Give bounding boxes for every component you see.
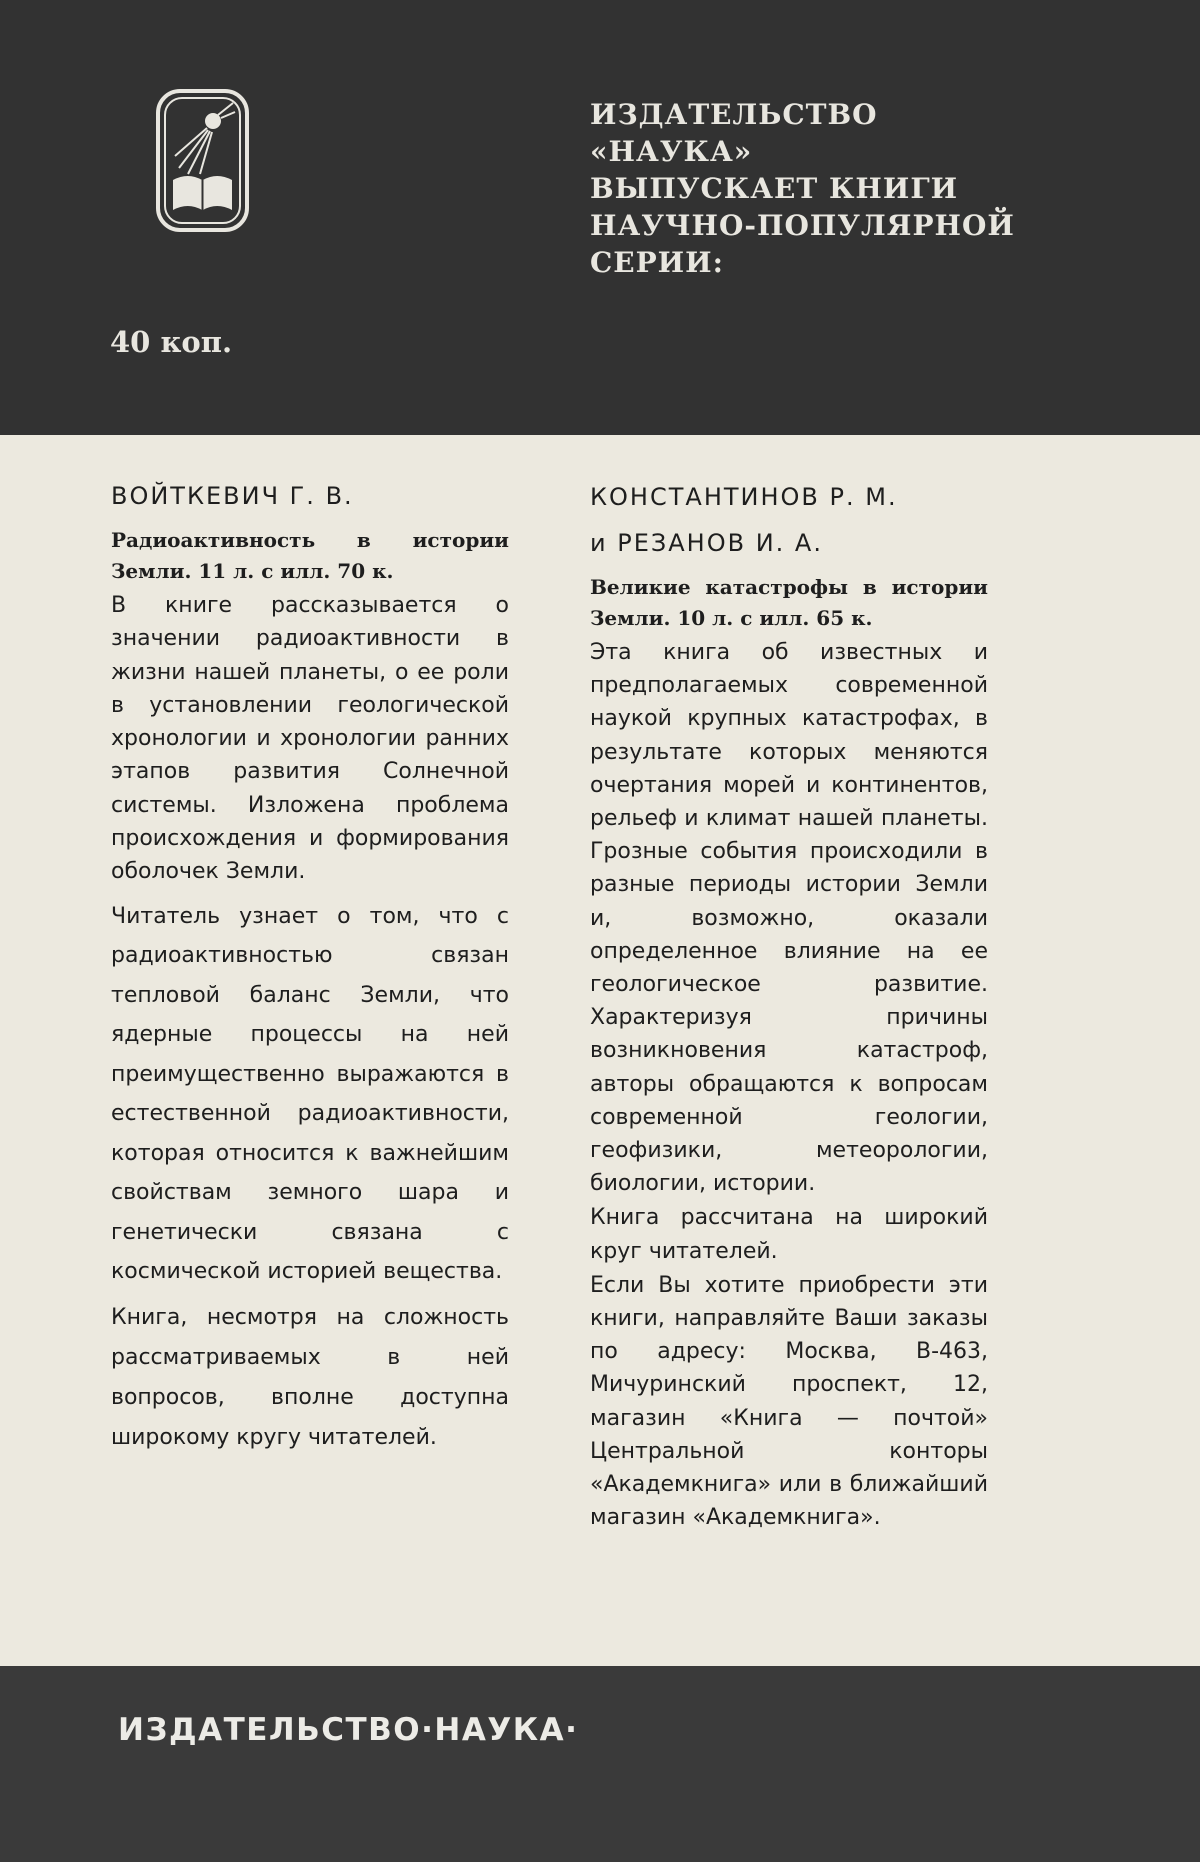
heading-line: ИЗДАТЕЛЬСТВО	[590, 98, 878, 131]
book-2-paragraph: Если Вы хотите приобрести эти книги, направляйте Ваши заказы по адресу: Москва, В-463, Мичуринский проспект, 12, магазин «Книга — почтой» Центральной конторы «Академкнига» или в ближайший магазин «Академкнига».	[590, 1272, 988, 1531]
book-2-author: и РЕЗАНОВ И. А.	[590, 529, 823, 557]
book-1-paragraph: В книге рассказывается о значении радиоактивности в жизни нашей планеты, о ее роли в установлении геологической хронологии и хронологии ранних этапов развития Солнечной системы. Изложена проблема происхождения и формирования оболочек Земли.	[111, 593, 509, 885]
price: 40 коп.	[110, 325, 233, 359]
book-1-column	[111, 480, 509, 1458]
book-2-paragraph: Эта книга об известных и предполагаемых современной наукой крупных катастрофах, в результате которых меняются очертания морей и континентов, рельеф и климат нашей планеты. Грозные события происходили в разные периоды истории Земли и, возможно, оказали определенное влияние на ее геологическое развитие. Характеризуя причины возникновения катастроф, авторы обращаются к вопросам современной геологии, геофизики, метеорологии, биологии, истории.	[590, 640, 988, 1197]
book-1-title: Радиоактивность в истории Земли. 11 л. с илл. 70 к.	[111, 528, 509, 583]
heading-line: ВЫПУСКАЕТ КНИГИ	[590, 172, 959, 205]
publisher-name: ИЗДАТЕЛЬСТВО·НАУКА·	[118, 1712, 579, 1748]
publisher-heading	[590, 96, 1150, 281]
book-1-paragraph: Читатель узнает о том, что с радиоактивностью связан тепловой баланс Земли, что ядерные процессы на ней преимущественно выражаются в естественной радиоактивности, которая относится к важнейшим свойствам земного шара и генетически связана с космической историей вещества.	[111, 903, 509, 1285]
book-1-author: ВОЙТКЕВИЧ Г. В.	[111, 482, 354, 510]
bottom-band	[0, 1666, 1200, 1862]
book-satellite-emblem-icon	[155, 88, 250, 233]
heading-line: «НАУКА»	[590, 135, 753, 168]
book-2-column	[590, 480, 988, 1535]
heading-line: СЕРИИ:	[590, 246, 724, 279]
book-2-author: КОНСТАНТИНОВ Р. М.	[590, 483, 898, 511]
book-1-paragraph: Книга, несмотря на сложность рассматриваемых в ней вопросов, вполне доступна широкому кругу читателей.	[111, 1304, 509, 1450]
book-2-title: Великие катастрофы в истории Земли. 10 л. с илл. 65 к.	[590, 575, 988, 630]
heading-line: НАУЧНО-ПОПУЛЯРНОЙ	[590, 209, 1015, 242]
book-2-paragraph: Книга рассчитана на широкий круг читателей.	[590, 1205, 988, 1264]
